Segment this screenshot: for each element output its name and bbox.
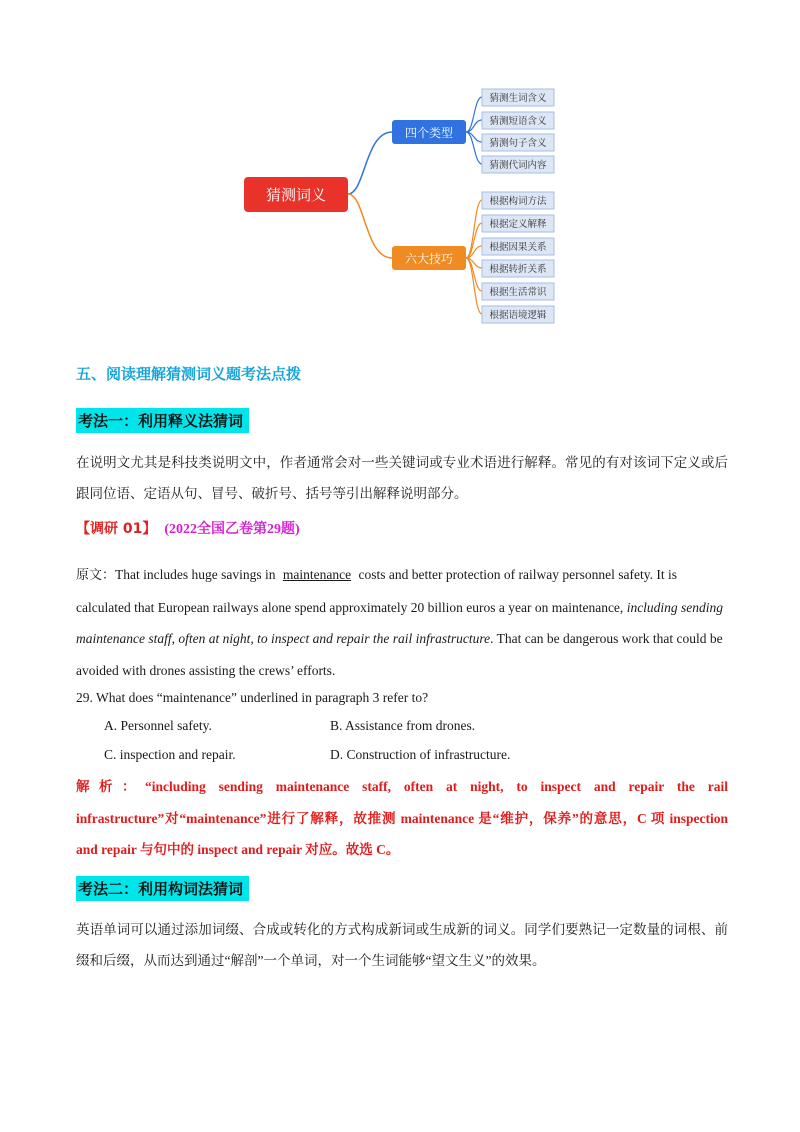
leaf-tech-3: 根据因果关系 xyxy=(489,242,547,253)
option-c: C. inspection and repair. xyxy=(104,747,236,762)
question-stem: 29. What does “maintenance” underlined in paragraph 3 refer to? xyxy=(76,690,429,705)
connectors-top-leaves xyxy=(466,97,482,164)
research-label xyxy=(76,518,300,538)
leaf-tech-6: 根据语境逻辑 xyxy=(489,310,547,321)
original-prefix: 原文： xyxy=(76,568,116,583)
underlined-word: maintenance xyxy=(282,567,352,582)
leaf-tech-5: 根据生活常识 xyxy=(489,287,547,298)
method-2-paragraph xyxy=(76,914,728,976)
method-2-text: 英语单词可以通过添加词缀、合成或转化的方式构成新词或生成新的词义。同学们要熟记一定数量的词根、前缀和后缀，从而达到通过“解剖”一个单词，对一个生词能够“望文生义”的效果。 xyxy=(76,922,728,968)
branch-node-techniques-label: 六大技巧 xyxy=(404,252,454,266)
connector-center-top xyxy=(348,132,392,194)
method-1-text: 在说明文尤其是科技类说明文中，作者通常会对一些关键词或专业术语进行解释。常见的有对该词下定义或后跟同位语、定语从句、冒号、破折号、括号等引出解释说明部分。 xyxy=(76,455,728,501)
leaf-type-2: 猜测短语含义 xyxy=(489,116,547,127)
option-a: A. Personnel safety. xyxy=(104,718,212,733)
original-text-2: costs and better protection of railway personnel safety. It is calculated that European railways alone spend approximately 20 billion euros a year on maintenance, xyxy=(76,567,677,615)
connectors-bottom-leaves xyxy=(466,200,482,314)
leaf-tech-2: 根据定义解释 xyxy=(489,219,547,230)
method-1-paragraph xyxy=(76,447,728,509)
leaf-type-3: 猜测句子含义 xyxy=(489,138,547,149)
branch-node-types-label: 四个类型 xyxy=(404,126,454,140)
original-italic: including sending maintenance staff, often at night, to inspect and repair the rail infrastructure xyxy=(76,599,724,646)
option-d: D. Construction of infrastructure. xyxy=(330,747,511,762)
original-text-3: . That can be dangerous work that could be avoided with drones assisting the crews’ efforts. xyxy=(76,631,723,678)
leaf-tech-1: 根据构词方法 xyxy=(489,196,547,207)
leaf-type-4: 猜测代词内容 xyxy=(489,160,547,171)
mind-map-diagram xyxy=(0,0,800,340)
section-title: 五、阅读理解猜测词义题考法点拨 xyxy=(76,365,302,383)
original-text-1: That includes huge savings in xyxy=(115,567,276,582)
method-2-heading: 考法二：利用构词法猜词 xyxy=(76,876,249,901)
connector-center-bottom xyxy=(348,194,392,258)
research-source: (2022全国乙卷第29题) xyxy=(164,522,300,537)
leaf-tech-4: 根据转折关系 xyxy=(489,264,547,275)
leaf-type-1: 猜测生词含义 xyxy=(489,93,547,104)
original-passage xyxy=(76,559,728,686)
center-node-label: 猜测词义 xyxy=(265,186,327,204)
method-1-heading: 考法一：利用释义法猜词 xyxy=(76,408,249,433)
analysis-text: 解析：“including sending maintenance staff, often at night, to inspect and repair the rail infrastructure”对“maintenance”进行了解释，故推测 maintenance 是“维护，保养”的意思，C 项 inspection and repair 与句中的 inspect and repair 对应。故选 C。 xyxy=(76,779,728,857)
option-b: B. Assistance from drones. xyxy=(330,718,476,733)
research-number: 【调研 01】 xyxy=(76,521,157,537)
